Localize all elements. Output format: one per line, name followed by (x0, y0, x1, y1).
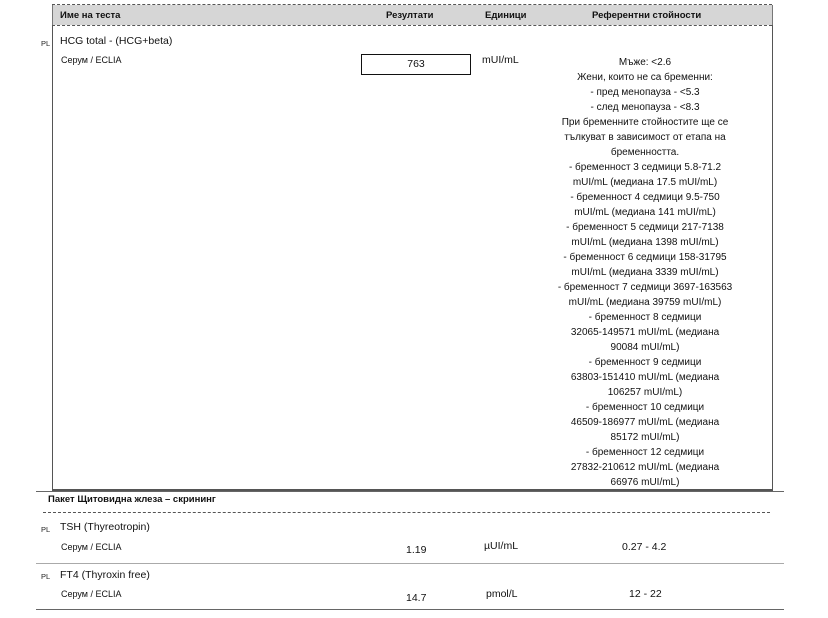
hcg-reference-line: 90084 mUI/mL) (610, 342, 680, 353)
ft4-test-name: FT4 (Thyroxin free) (60, 569, 150, 581)
hcg-unit: mUI/mL (482, 54, 519, 66)
hcg-reference-line: 106257 mUI/mL) (607, 387, 683, 398)
column-header-reference: Референтни стойности (592, 10, 702, 21)
hcg-reference-line: - бременност 3 седмици 5.8-71.2 (568, 162, 722, 173)
hcg-reference-line: - бременност 10 седмици (585, 402, 705, 413)
hcg-reference-line: 32065-149571 mUI/mL (медиана (570, 327, 720, 338)
bottom-divider (36, 609, 784, 610)
hcg-result-value: 763 (361, 54, 471, 75)
hcg-sample-method: Серум / ECLIA (61, 55, 122, 65)
hcg-reference-line: - бременност 5 седмици 217-7138 (566, 222, 724, 233)
hcg-reference-line: 27832-210612 mUI/mL (медиана (570, 462, 720, 473)
hcg-reference-line: 63803-151410 mUI/mL (медиана (570, 372, 720, 383)
hcg-reference-line: 66976 mUI/mL) (610, 477, 680, 488)
column-header-units: Единици (485, 10, 527, 21)
column-header-test-name: Име на теста (60, 10, 121, 21)
tsh-reference-value: 0.27 - 4.2 (622, 541, 667, 553)
hcg-reference-line: При бременните стойностите ще се (561, 117, 729, 128)
ft4-unit: pmol/L (486, 588, 518, 600)
ft4-result-value: 14.7 (406, 592, 427, 604)
hcg-reference-line: Жени, които не са бременни: (577, 72, 713, 83)
column-header-results: Резултати (386, 10, 434, 21)
hcg-reference-line: 85172 mUI/mL) (610, 432, 680, 443)
ft4-reference-value: 12 - 22 (629, 588, 662, 600)
section-dashed-divider (43, 512, 770, 513)
hcg-reference-line: - бременност 4 седмици 9.5-750 (570, 192, 720, 203)
hcg-test-name: HCG total - (HCG+beta) (60, 35, 173, 47)
column-header-bar (52, 5, 773, 25)
hcg-reference-line: - бременност 8 седмици (588, 312, 702, 323)
tsh-pl-tag: PL (41, 525, 51, 534)
hcg-reference-line: - бременност 12 седмици (585, 447, 705, 458)
hcg-reference-line: Мъже: <2.6 (618, 57, 672, 68)
hcg-reference-line: 46509-186977 mUI/mL (медиана (570, 417, 720, 428)
tsh-result-value: 1.19 (406, 544, 427, 556)
hcg-reference-line: mUI/mL (медиана 141 mUI/mL) (574, 207, 716, 218)
tsh-test-name: TSH (Thyreotropin) (60, 521, 150, 533)
hcg-reference-line: mUI/mL (медиана 3339 mUI/mL) (571, 267, 719, 278)
hcg-reference-line: - бременност 7 седмици 3697-163563 (557, 282, 733, 293)
hcg-reference-values (545, 55, 745, 490)
hcg-reference-line: - бременност 9 седмици (588, 357, 702, 368)
hcg-reference-line: mUI/mL (медиана 1398 mUI/mL) (571, 237, 719, 248)
hcg-reference-line: - бременност 6 седмици 158-31795 (563, 252, 727, 263)
ft4-sample-method: Серум / ECLIA (61, 589, 122, 599)
tsh-sample-method: Серум / ECLIA (61, 542, 122, 552)
hcg-reference-line: бременността. (610, 147, 680, 158)
hcg-reference-line: - след менопауза - <8.3 (590, 102, 700, 113)
hcg-reference-line: тълкуват в зависимост от етапа на (564, 132, 726, 143)
hcg-reference-line: mUI/mL (медиана 39759 mUI/mL) (568, 297, 722, 308)
hcg-reference-line: mUI/mL (медиана 17.5 mUI/mL) (572, 177, 718, 188)
section-top-divider (36, 491, 784, 492)
tsh-unit: µUI/mL (484, 540, 519, 552)
ft4-pl-tag: PL (41, 572, 51, 581)
thyroid-section-title: Пакет Щитовидна жлеза – скрининг (48, 494, 216, 505)
hcg-pl-tag: PL (41, 39, 51, 48)
tsh-row-divider (36, 563, 784, 564)
hcg-reference-line: - пред менопауза - <5.3 (590, 87, 700, 98)
